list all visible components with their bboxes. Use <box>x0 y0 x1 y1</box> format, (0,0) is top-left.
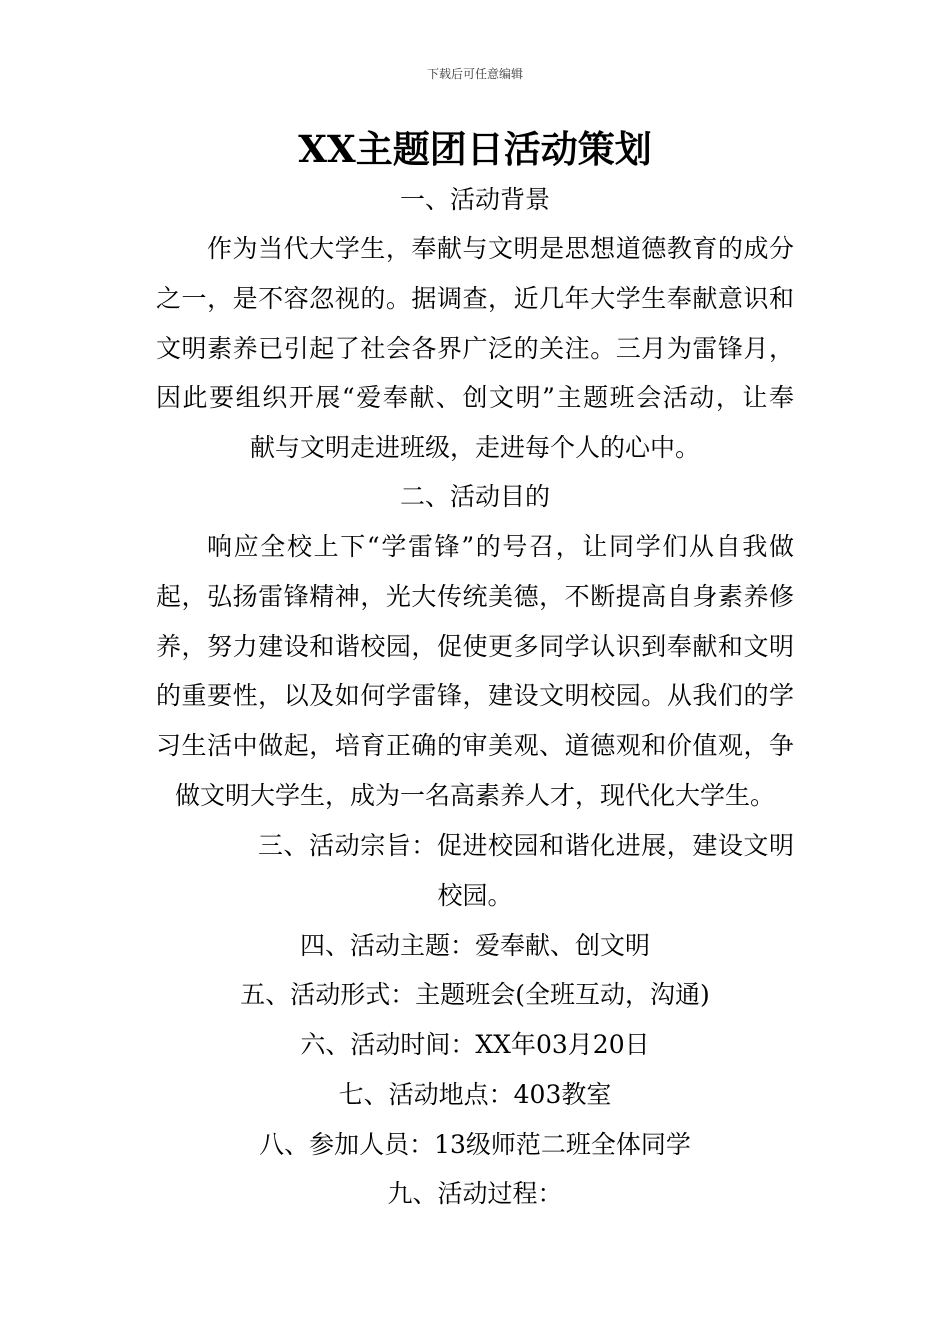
purpose-line-2: 起，弘扬雷锋精神，光大传统美德，不断提高自身素养修 <box>156 582 794 611</box>
aim-line-2: 校园。 <box>437 881 513 910</box>
purpose-line-3: 养，努力建设和谐校园，促使更多同学认识到奉献和文明 <box>156 632 794 661</box>
background-line-3: 文明素养已引起了社会各界广泛的关注。三月为雷锋月， <box>156 334 794 363</box>
purpose-line-6: 做文明大学生，成为一名高素养人才，现代化大学生。 <box>174 781 775 810</box>
header-note: 下载后可任意编辑 <box>426 67 523 81</box>
purpose-line-1: 响应全校上下“学雷锋”的号召，让同学们从自我做 <box>207 532 794 561</box>
location-line: 七、活动地点：403教室 <box>338 1080 612 1109</box>
theme-line: 四、活动主题：爱奉献、创文明 <box>299 931 650 960</box>
background-line-4: 因此要组织开展“爱奉献、创文明”主题班会活动，让奉 <box>156 383 794 412</box>
document-title: XX主题团日活动策划 <box>298 127 652 171</box>
purpose-heading: 二、活动目的 <box>399 482 550 511</box>
background-line-1: 作为当代大学生，奉献与文明是思想道德教育的成分 <box>207 234 794 263</box>
participants-line: 八、参加人员：13级师范二班全体同学 <box>259 1130 691 1159</box>
background-line-5: 献与文明走进班级，走进每个人的心中。 <box>249 433 700 462</box>
process-heading: 九、活动过程： <box>387 1179 563 1208</box>
form-line: 五、活动形式：主题班会(全班互动，沟通) <box>240 980 710 1009</box>
purpose-line-4: 的重要性，以及如何学雷锋，建设文明校园。从我们的学 <box>156 681 794 710</box>
background-line-2: 之一，是不容忽视的。据调查，近几年大学生奉献意识和 <box>156 284 794 313</box>
time-line: 六、活动时间：XX年03月20日 <box>300 1030 650 1059</box>
background-heading: 一、活动背景 <box>399 185 550 214</box>
aim-line-1: 三、活动宗旨：促进校园和谐化进展，建设文明 <box>258 831 794 860</box>
purpose-line-5: 习生活中做起，培育正确的审美观、道德观和价值观，争 <box>156 731 794 760</box>
